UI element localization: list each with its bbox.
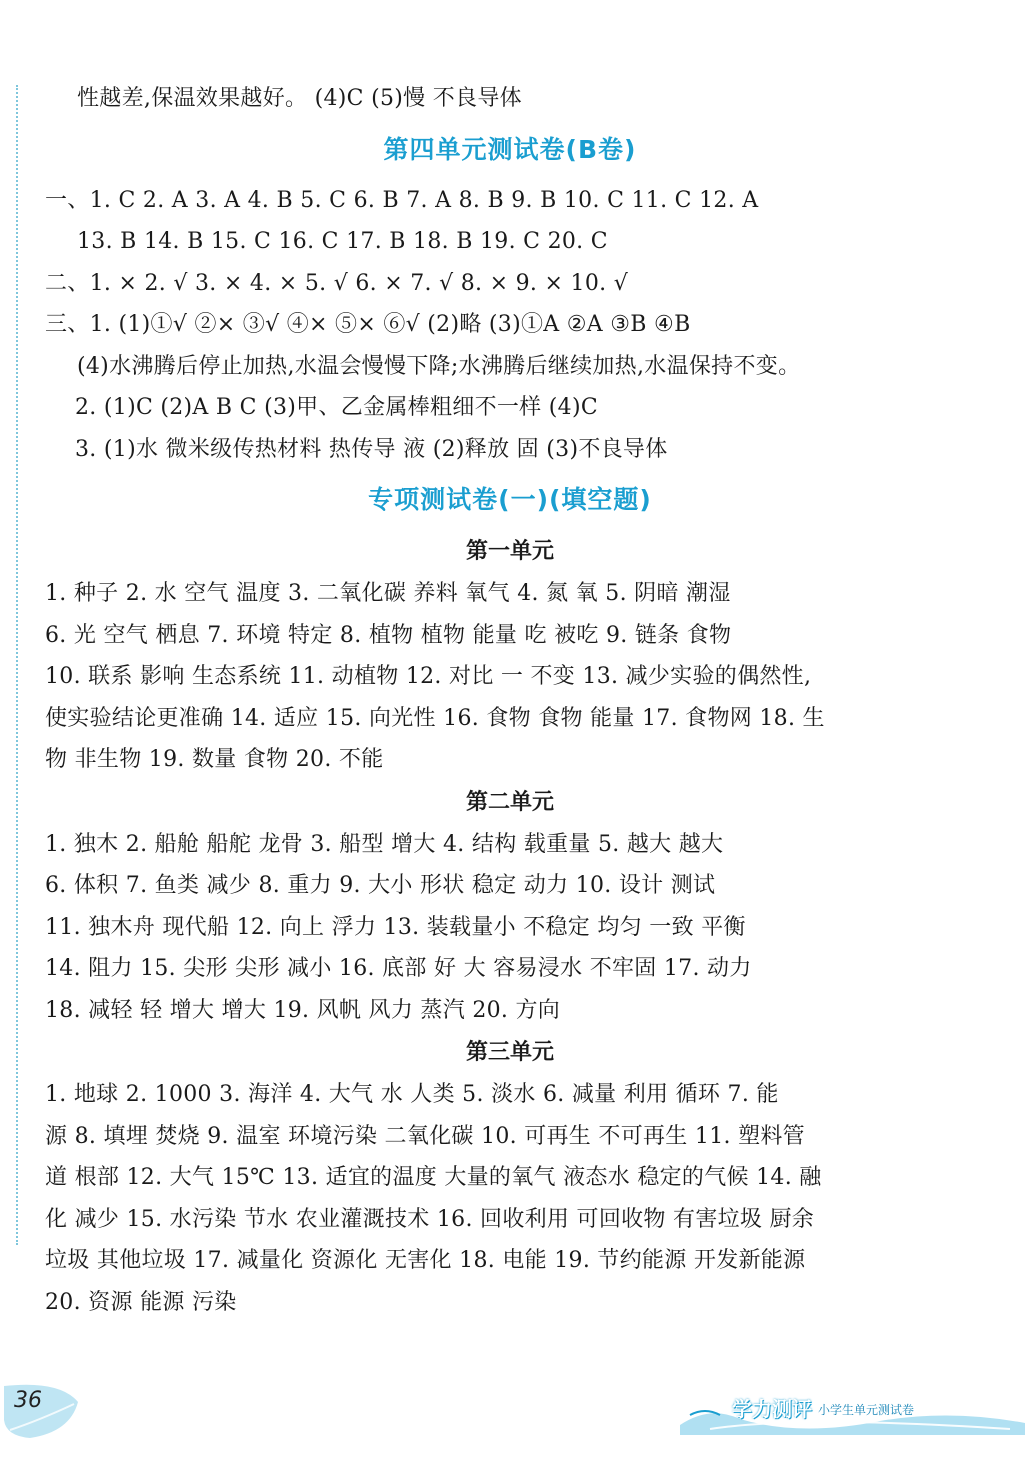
answer-line: 10. 联系 影响 生态系统 11. 动植物 12. 对比 一 不变 13. 减少实验的偶然性, <box>45 664 812 689</box>
answer-line: (4)水沸腾后停止加热,水温会慢慢下降;水沸腾后继续加热,水温保持不变。 <box>77 353 801 379</box>
answer-line: 6. 光 空气 栖息 7. 环境 特定 8. 植物 植物 能量 吃 被吃 9. 链条 食物 <box>45 622 732 648</box>
answer-line: 13. B 14. B 15. C 16. C 17. B 18. B 19. C 20. C <box>77 229 608 254</box>
answer-line: 垃圾 其他垃圾 17. 减量化 资源化 无害化 18. 电能 19. 节约能源 开发新能源 <box>45 1248 806 1273</box>
brand-title: 学力测评 <box>732 1397 812 1421</box>
unit-title-1: 第一单元 <box>465 539 554 564</box>
unit-title-2: 第二单元 <box>465 789 554 815</box>
answer-line: 18. 减轻 轻 增大 增大 19. 风帆 风力 蒸汽 20. 方向 <box>45 997 561 1023</box>
answer-line: 6. 体积 7. 鱼类 减少 8. 重力 9. 大小 形状 稳定 动力 10. 设计 测试 <box>45 873 716 898</box>
answer-line: 化 减少 15. 水污染 节水 农业灌溉技术 16. 回收利用 可回收物 有害垃圾 厨余 <box>45 1206 815 1232</box>
answer-line: 物 非生物 19. 数量 食物 20. 不能 <box>45 747 384 772</box>
margin-dotted-line <box>16 85 18 1245</box>
brand-subtitle: 小学生单元测试卷 <box>818 1403 915 1417</box>
answer-line: 20. 资源 能源 污染 <box>45 1289 237 1315</box>
answer-line: 一、1. C 2. A 3. A 4. B 5. C 6. B 7. A 8. B 9. B 10. C 11. C 12. A <box>45 187 759 213</box>
answer-line: 11. 独木舟 现代船 12. 向上 浮力 13. 装载量小 不稳定 均匀 一致 平衡 <box>45 914 746 940</box>
unit-title-3: 第三单元 <box>465 1040 554 1065</box>
answer-line: 二、1. × 2. √ 3. × 4. × 5. √ 6. × 7. √ 8. × 9. × 10. √ <box>45 270 629 296</box>
section-title-unit4-b: 第四单元测试卷(B卷) <box>383 134 637 164</box>
answer-line: 1. 种子 2. 水 空气 温度 3. 二氧化碳 养料 氧气 4. 氮 氧 5. 阴暗 潮湿 <box>45 581 731 606</box>
page-content <box>45 78 975 1323</box>
answer-line: 1. 独木 2. 船舱 船舵 龙骨 3. 船型 增大 4. 结构 载重量 5. 越大 越大 <box>45 831 724 857</box>
answer-line: 3. (1)水 微米级传热材料 热传导 液 (2)释放 固 (3)不良导体 <box>75 436 668 462</box>
page-number-badge <box>0 1380 90 1440</box>
brand-logo <box>680 1385 1025 1435</box>
answer-line: 2. (1)C (2)A B C (3)甲、乙金属棒粗细不一样 (4)C <box>75 395 598 420</box>
answer-line: 1. 地球 2. 1000 3. 海洋 4. 大气 水 人类 5. 淡水 6. 减量 利用 循环 7. 能 <box>45 1082 779 1107</box>
answer-line: 三、1. (1)①√ ②× ③√ ④× ⑤× ⑥√ (2)略 (3)①A ②A ③B ④B <box>45 312 691 337</box>
answer-line: 使实验结论更准确 14. 适应 15. 向光性 16. 食物 食物 能量 17. 食物网 18. 生 <box>45 705 825 731</box>
page-number: 36 <box>14 1388 42 1413</box>
section-title-fill-blank: 专项测试卷(一)(填空题) <box>368 485 652 514</box>
answer-line: 14. 阻力 15. 尖形 尖形 减小 16. 底部 好 大 容易浸水 不牢固 17. 动力 <box>45 956 752 981</box>
text-line: 性越差,保温效果越好。 (4)C (5)慢 不良导体 <box>77 86 522 111</box>
answer-line: 源 8. 填埋 焚烧 9. 温室 环境污染 二氧化碳 10. 可再生 不可再生 11. 塑料管 <box>45 1123 805 1149</box>
answer-line: 道 根部 12. 大气 15℃ 13. 适宜的温度 大量的氧气 液态水 稳定的气候 14. 融 <box>45 1165 822 1190</box>
